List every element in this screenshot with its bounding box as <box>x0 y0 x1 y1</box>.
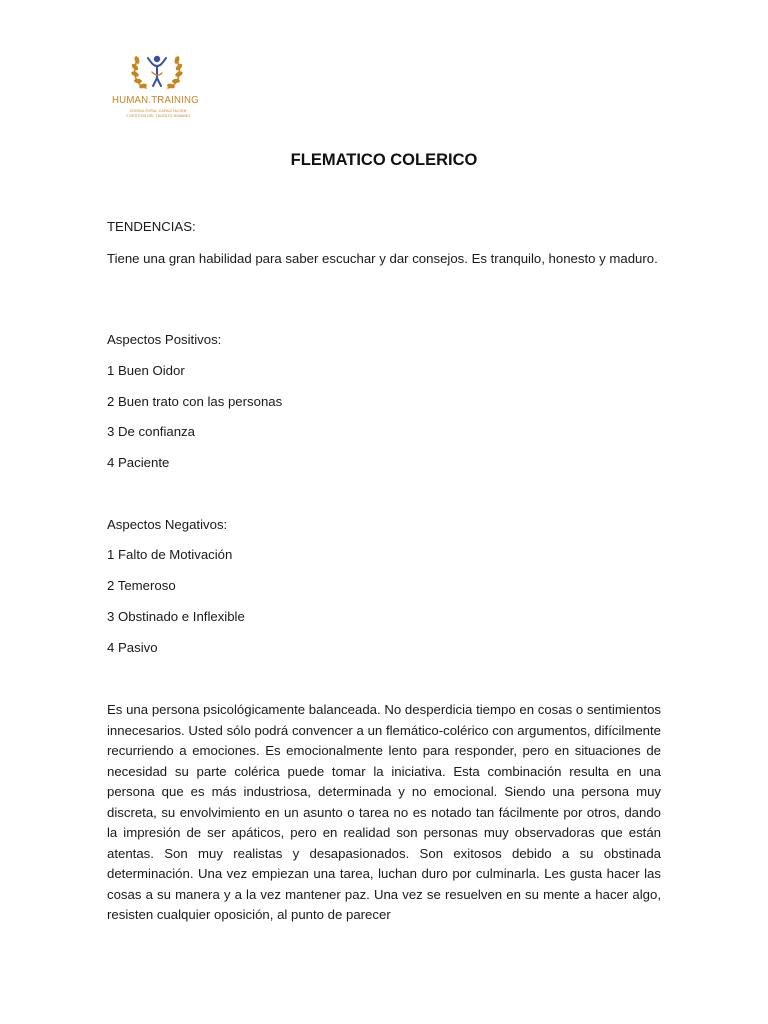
positivos-item: 1 Buen Oidor <box>107 363 185 378</box>
logo-tagline <box>118 109 198 119</box>
negativos-heading: Aspectos Negativos: <box>107 517 228 532</box>
description-paragraph: Es una persona psicológicamente balanceada. No desperdicia tiempo en cosas o sentimientos innecesarios. Usted sólo podrá convencer a un flemático-colérico con argumentos, difícilmente recurriendo a emociones. Es emocionalmente lento para responder, pero en situaciones de necesidad su parte colérica puede tomar la iniciativa. Esta combinación resulta en una persona que es más industriosa, determinada y no emocional. Siendo una persona muy discreta, su envolvimiento en un asunto o tarea no es notado tan fácilmente por otros, dando la impresión de ser apáticos, pero en realidad son personas muy observadoras que están atentas. Son muy realistas y desapasionados. Son exitosos debido a su obstinada determinación. Una vez empiezan una tarea, luchan duro por culminarla. Les gusta hacer las cosas a su manera y a la vez mantener paz. Una vez se resuelven en su mente a hacer algo, resisten cualquier oposición, al punto de parecer <box>107 702 661 922</box>
logo-name: HUMAN.TRAINING <box>112 94 199 106</box>
negativos-item: 2 Temeroso <box>107 578 176 593</box>
logo-tagline-line2: Y GESTIÓN DEL TALENTO HUMANO <box>125 114 191 118</box>
negativos-item: 1 Falto de Motivación <box>107 547 233 562</box>
tendencias-text: Tiene una gran habilidad para saber escuchar y dar consejos. Es tranquilo, honesto y maduro. <box>107 251 658 266</box>
laurel-emblem-icon <box>122 46 192 94</box>
negativos-item: 3 Obstinado e Inflexible <box>107 609 245 624</box>
positivos-item: 3 De confianza <box>107 424 195 439</box>
negativos-item: 4 Pasivo <box>107 640 158 655</box>
positivos-item: 4 Paciente <box>107 455 170 470</box>
positivos-heading: Aspectos Positivos: <box>107 332 222 347</box>
logo-tagline-line1: CONSULTORIA, CAPACITACIÓN <box>129 109 187 113</box>
company-logo <box>112 46 202 126</box>
page-title: FLEMATICO COLERICO <box>290 151 478 169</box>
positivos-item: 2 Buen trato con las personas <box>107 394 283 409</box>
tendencias-heading: TENDENCIAS: <box>107 219 196 234</box>
